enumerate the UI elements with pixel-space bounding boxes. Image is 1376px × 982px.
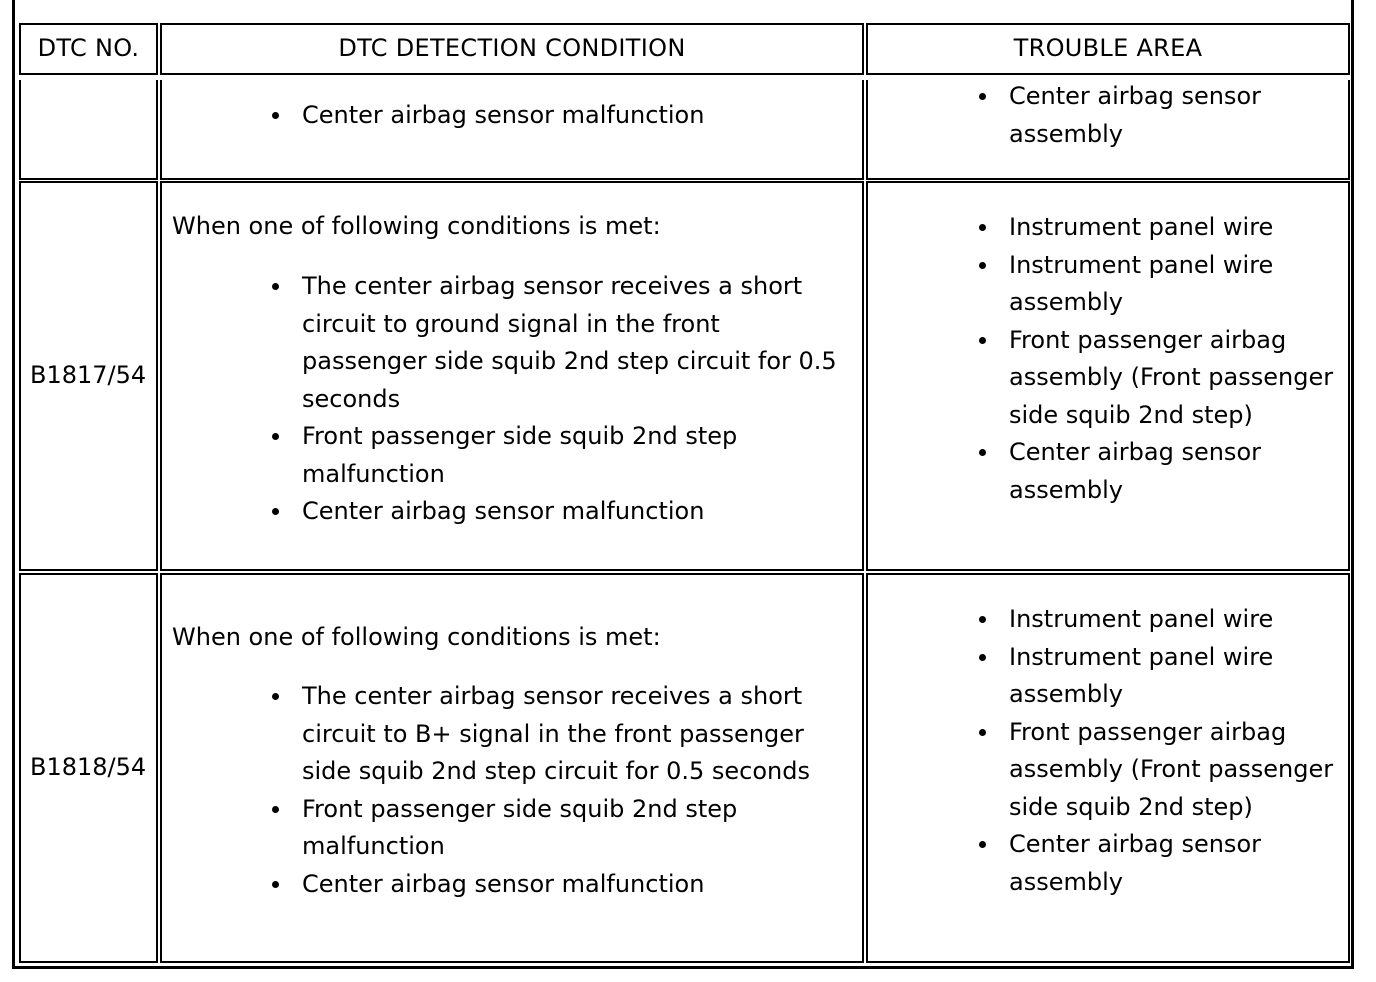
list-item: Center airbag sensor assembly [975, 434, 1309, 509]
list-item: Front passenger airbag assembly (Front passenger side squib 2nd step) [975, 322, 1355, 435]
list-item: Center airbag sensor malfunction [268, 493, 843, 531]
condition-list [268, 678, 843, 903]
table-row-2-dtc [19, 573, 158, 963]
table-row-0-dtc [19, 80, 158, 180]
header-trouble-area-label: TROUBLE AREA [1013, 34, 1203, 63]
list-item: Instrument panel wire [975, 601, 1355, 639]
table-row-1-trouble [866, 181, 1350, 571]
list-item: Center airbag sensor assembly [975, 78, 1275, 153]
header-trouble-area [866, 23, 1350, 75]
list-item: Front passenger side squib 2nd step malfunction [268, 791, 782, 866]
dtc-code: B1818/54 [30, 753, 147, 782]
list-item: Front passenger airbag assembly (Front passenger side squib 2nd step) [975, 714, 1355, 827]
list-item: The center airbag sensor receives a short circuit to ground signal in the front passenger side squib 2nd step circuit for 0.5 seconds [268, 268, 843, 418]
condition-intro: When one of following conditions is met: [172, 623, 661, 651]
list-item: Center airbag sensor malfunction [268, 97, 843, 135]
list-item: Front passenger side squib 2nd step malfunction [268, 418, 782, 493]
table-row-0-condition [160, 80, 864, 180]
list-item: Instrument panel wire assembly [975, 639, 1309, 714]
list-item: Instrument panel wire [975, 209, 1355, 247]
header-detection-condition [160, 23, 864, 75]
table-row-0-trouble [866, 80, 1350, 180]
header-detection-condition-label: DTC DETECTION CONDITION [338, 34, 686, 63]
table-row-1-dtc [19, 181, 158, 571]
header-dtc-no-label: DTC NO. [37, 34, 140, 63]
list-item: Center airbag sensor assembly [975, 826, 1309, 901]
trouble-list [975, 78, 1275, 153]
header-dtc-no [19, 23, 158, 75]
trouble-list [975, 601, 1355, 901]
dtc-code: B1817/54 [30, 361, 147, 390]
condition-intro: When one of following conditions is met: [172, 212, 661, 240]
table-row-2-condition [160, 573, 864, 963]
condition-list [268, 97, 843, 135]
table-row-2-trouble [866, 573, 1350, 963]
condition-list [268, 268, 843, 531]
list-item: The center airbag sensor receives a short circuit to B+ signal in the front passenger side squib 2nd step circuit for 0.5 seconds [268, 678, 843, 791]
trouble-list [975, 209, 1355, 509]
table-row-1-condition [160, 181, 864, 571]
list-item: Center airbag sensor malfunction [268, 866, 843, 904]
list-item: Instrument panel wire assembly [975, 247, 1309, 322]
